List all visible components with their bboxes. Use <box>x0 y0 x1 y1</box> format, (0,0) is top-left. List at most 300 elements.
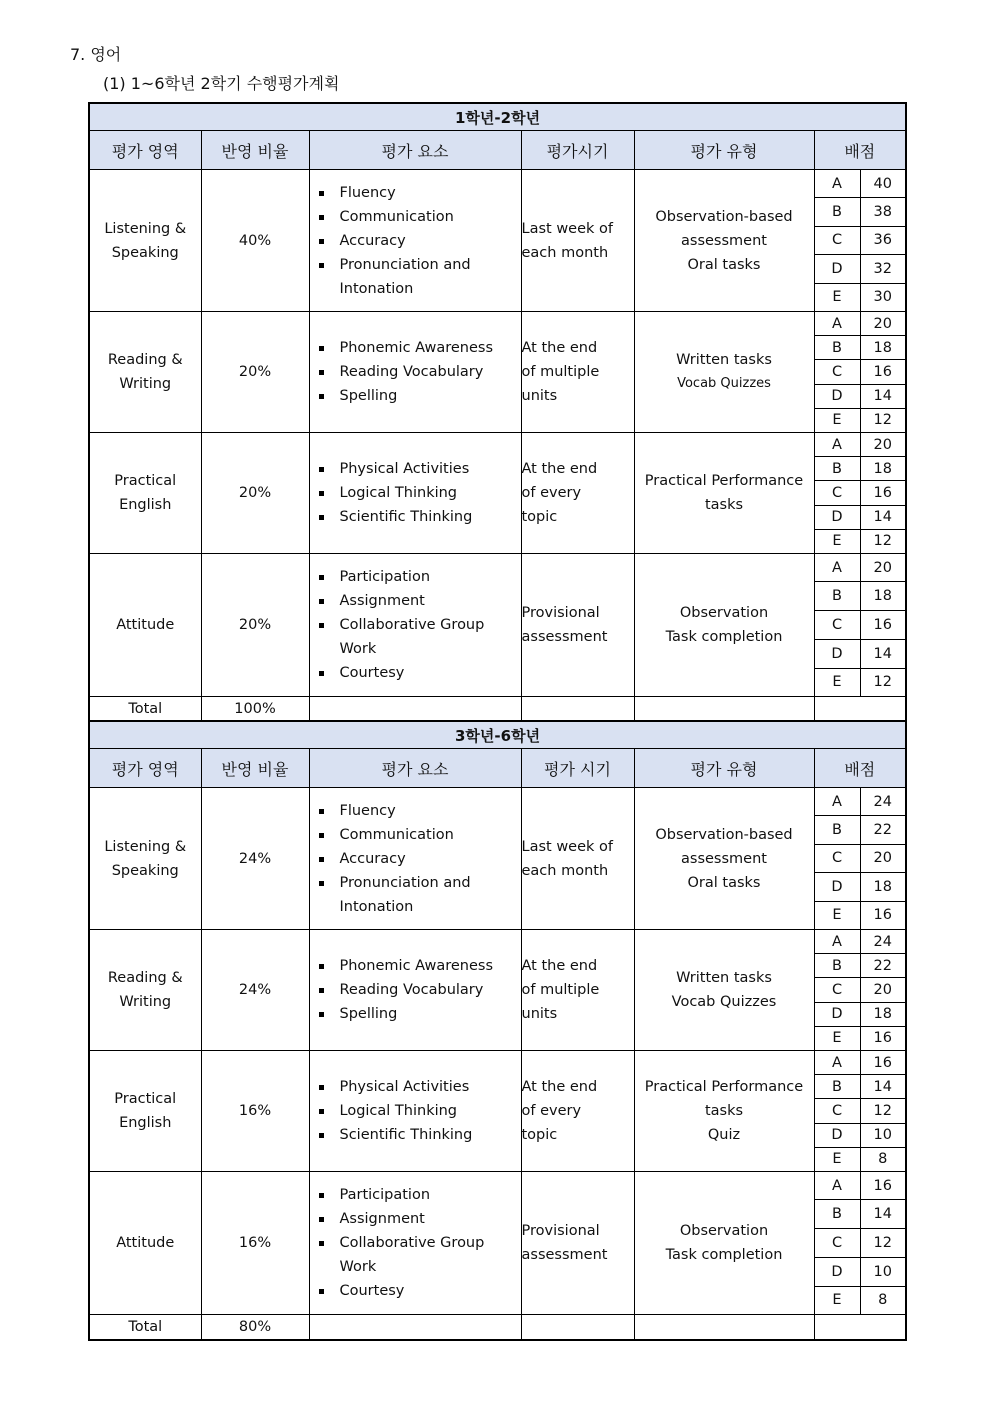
score-table <box>815 312 906 432</box>
grade-letter: C <box>815 1099 861 1123</box>
header-elements: 평가 요소 <box>309 749 521 788</box>
score-cell <box>814 554 906 697</box>
timing-line: At the end <box>521 461 598 477</box>
timing-cell <box>521 554 634 697</box>
score-table <box>815 554 906 696</box>
area-line: Listening & <box>104 838 187 855</box>
area-line: English <box>119 497 172 513</box>
grade-letter: D <box>815 1002 861 1026</box>
type-line: Vocab Quizzes <box>671 994 777 1010</box>
area-line: Practical <box>114 1091 177 1107</box>
area-line: English <box>119 1115 172 1131</box>
type-line: Quiz <box>707 1127 741 1143</box>
timing-line: units <box>521 388 558 404</box>
type-line: Oral tasks <box>687 256 761 273</box>
score-table <box>815 1051 906 1171</box>
grade-letter: E <box>815 283 861 311</box>
element-item: Collaborative Group Work <box>318 613 517 661</box>
grade-letter: A <box>815 170 861 198</box>
table-row <box>89 312 906 433</box>
type-line: tasks <box>704 497 744 513</box>
grade-points: 12 <box>873 533 892 550</box>
type-cell <box>634 930 814 1051</box>
table-row <box>89 1051 906 1172</box>
ratio-cell: 16% <box>201 1172 309 1315</box>
grade-letter: D <box>815 505 861 529</box>
grade-points: 16 <box>860 611 905 640</box>
grade-letter: C <box>815 1229 861 1258</box>
score-row <box>815 954 906 978</box>
elements-cell <box>309 312 521 433</box>
type-line: assessment <box>681 232 767 249</box>
element-item: Logical Thinking <box>318 1099 517 1123</box>
header-timing: 평가시기 <box>521 131 634 170</box>
timing-cell <box>521 930 634 1051</box>
element-item: Physical Activities <box>318 457 517 481</box>
area-line: Writing <box>119 376 172 392</box>
grade-points: 16 <box>860 481 905 505</box>
score-row <box>815 1002 906 1026</box>
type-line: Practical Performance <box>644 1079 804 1095</box>
header-area: 평가 영역 <box>89 131 201 170</box>
grade-letter: B <box>815 1075 861 1099</box>
grade-letter: A <box>815 930 861 954</box>
grade-letter: A <box>815 1051 861 1075</box>
header-ratio: 반영 비율 <box>201 749 309 788</box>
score-row <box>815 788 906 816</box>
timing-line: units <box>521 1006 558 1022</box>
score-row <box>815 901 906 929</box>
element-item: Communication <box>318 205 517 229</box>
elements-list <box>310 1075 521 1147</box>
score-row <box>815 505 906 529</box>
grade-letter: A <box>815 312 861 336</box>
table-row <box>89 1172 906 1315</box>
score-row <box>815 1051 906 1075</box>
element-item: Participation <box>318 565 517 589</box>
type-line: tasks <box>704 1103 744 1119</box>
score-row <box>815 1123 906 1147</box>
grade-letter: B <box>815 336 861 360</box>
grade-band-title: 1학년-2학년 <box>89 103 906 131</box>
area-line: Speaking <box>111 862 179 879</box>
total-value: 100% <box>201 697 309 723</box>
grade-letter: E <box>815 1286 861 1314</box>
ratio-cell: 24% <box>201 930 309 1051</box>
score-row <box>815 283 906 311</box>
elements-list <box>310 954 521 1026</box>
grade-points: 40 <box>860 170 905 198</box>
timing-line: Provisional <box>521 605 600 621</box>
grade-letter: B <box>815 954 861 978</box>
grade-letter: E <box>815 408 861 432</box>
total-row <box>89 697 906 723</box>
score-row <box>815 384 906 408</box>
grade-letter: A <box>815 554 861 582</box>
element-item: Accuracy <box>318 229 517 253</box>
score-row <box>815 668 906 696</box>
timing-cell <box>521 788 634 930</box>
element-item: Pronunciation and Intonation <box>318 253 517 301</box>
score-row <box>815 1257 906 1286</box>
grade-letter: E <box>815 529 861 553</box>
timing-line: assessment <box>521 1247 608 1263</box>
grade-letter: E <box>815 901 861 929</box>
header-area: 평가 영역 <box>89 749 201 788</box>
grade-points: 12 <box>860 1099 905 1123</box>
score-row <box>815 1147 906 1171</box>
grade-points: 12 <box>873 412 892 429</box>
grade-letter: B <box>815 582 861 611</box>
table-row <box>89 930 906 1051</box>
grade-band-row <box>89 721 906 749</box>
score-row <box>815 1172 906 1200</box>
grade-letter: E <box>815 1147 861 1171</box>
grade-points: 22 <box>860 954 905 978</box>
score-row <box>815 1026 906 1050</box>
score-table <box>815 1172 906 1314</box>
timing-line: At the end <box>521 1079 598 1095</box>
total-empty-cell <box>814 697 906 723</box>
ratio-cell: 20% <box>201 554 309 697</box>
grade-points: 20 <box>860 978 905 1002</box>
grade-points: 14 <box>860 384 905 408</box>
area-line: Speaking <box>111 244 179 261</box>
element-item: Accuracy <box>318 847 517 871</box>
table-row <box>89 554 906 697</box>
element-item: Pronunciation and Intonation <box>318 871 517 919</box>
grade-letter: A <box>815 788 861 816</box>
area-cell <box>89 170 201 312</box>
element-item: Courtesy <box>318 1279 517 1303</box>
area-line: Listening & <box>104 220 187 237</box>
score-table <box>815 433 906 553</box>
score-row <box>815 481 906 505</box>
area-cell <box>89 554 201 697</box>
total-empty-cell <box>309 1315 521 1341</box>
score-row <box>815 978 906 1002</box>
element-item: Collaborative Group Work <box>318 1231 517 1279</box>
grade-letter: C <box>815 481 861 505</box>
total-empty-cell <box>521 1315 634 1341</box>
grade-points: 20 <box>860 844 905 873</box>
grade-points: 10 <box>860 1257 905 1286</box>
score-row <box>815 529 906 553</box>
element-item: Communication <box>318 823 517 847</box>
type-line: Task completion <box>665 629 783 645</box>
timing-cell <box>521 170 634 312</box>
ratio-cell: 40% <box>201 170 309 312</box>
area-cell <box>89 788 201 930</box>
grade-points: 8 <box>878 1151 888 1168</box>
grade-points: 14 <box>860 1200 905 1229</box>
element-item: Courtesy <box>318 661 517 685</box>
score-row <box>815 360 906 384</box>
grade-points: 20 <box>860 554 905 582</box>
type-line: assessment <box>681 850 767 867</box>
element-item: Reading Vocabulary <box>318 360 517 384</box>
timing-line: Last week of <box>521 838 613 855</box>
grade-letter: C <box>815 226 861 255</box>
area-line: Writing <box>119 994 172 1010</box>
timing-line: of every <box>521 485 582 501</box>
score-row <box>815 816 906 845</box>
type-cell <box>634 433 814 554</box>
score-row <box>815 930 906 954</box>
element-item: Reading Vocabulary <box>318 978 517 1002</box>
timing-line: At the end <box>521 340 598 356</box>
grade-points: 12 <box>873 674 892 691</box>
elements-list <box>310 181 521 301</box>
grade-letter: D <box>815 1123 861 1147</box>
grade-points: 18 <box>860 336 905 360</box>
grade-letter: B <box>815 816 861 845</box>
timing-line: topic <box>521 1127 558 1143</box>
score-cell <box>814 1172 906 1315</box>
grade-points: 16 <box>860 360 905 384</box>
element-item: Phonemic Awareness <box>318 954 517 978</box>
type-line: Observation <box>679 605 769 621</box>
type-cell <box>634 170 814 312</box>
type-line: Oral tasks <box>687 874 761 891</box>
grade-points: 36 <box>860 226 905 255</box>
grade-letter: C <box>815 978 861 1002</box>
grade-points: 16 <box>873 907 892 924</box>
element-item: Physical Activities <box>318 1075 517 1099</box>
area-line: Reading & <box>107 970 183 986</box>
elements-list <box>310 799 521 919</box>
score-cell <box>814 433 906 554</box>
grade-points: 14 <box>860 505 905 529</box>
grade-band-title: 3학년-6학년 <box>89 721 906 749</box>
score-row <box>815 433 906 457</box>
score-row <box>815 873 906 902</box>
type-cell <box>634 1051 814 1172</box>
score-row <box>815 554 906 582</box>
grade-points: 16 <box>860 1172 905 1200</box>
grade-letter: B <box>815 1200 861 1229</box>
grade-letter: C <box>815 844 861 873</box>
timing-cell <box>521 1172 634 1315</box>
elements-list <box>310 457 521 529</box>
score-cell <box>814 788 906 930</box>
grade-points: 16 <box>873 1030 892 1047</box>
type-line: Written tasks <box>676 970 772 986</box>
grade-letter: C <box>815 360 861 384</box>
grade-points: 10 <box>860 1123 905 1147</box>
table-header-row <box>89 749 906 788</box>
score-row <box>815 611 906 640</box>
type-cell <box>634 554 814 697</box>
score-row <box>815 1286 906 1314</box>
ratio-cell: 20% <box>201 433 309 554</box>
total-value: 80% <box>201 1315 309 1341</box>
area-line: Reading & <box>107 352 183 368</box>
element-item: Fluency <box>318 181 517 205</box>
score-row <box>815 1075 906 1099</box>
grade-points: 16 <box>860 1051 905 1075</box>
grade-points: 8 <box>878 1292 888 1309</box>
header-score: 배점 <box>814 131 906 170</box>
area-cell <box>89 930 201 1051</box>
elements-cell <box>309 554 521 697</box>
area-line: Attitude <box>116 1235 175 1251</box>
score-cell <box>814 930 906 1051</box>
table-row <box>89 170 906 312</box>
elements-cell <box>309 788 521 930</box>
score-row <box>815 170 906 198</box>
grade-letter: D <box>815 384 861 408</box>
score-row <box>815 198 906 227</box>
section-subheading: (1) 1~6학년 2학기 수행평가계획 <box>103 74 340 93</box>
table-row <box>89 788 906 930</box>
grade-points: 14 <box>860 639 905 668</box>
elements-list <box>310 565 521 685</box>
grade-letter: A <box>815 433 861 457</box>
score-row <box>815 312 906 336</box>
type-cell <box>634 1172 814 1315</box>
grade-points: 12 <box>860 1229 905 1258</box>
grade-points: 32 <box>860 255 905 284</box>
elements-cell <box>309 433 521 554</box>
element-item: Logical Thinking <box>318 481 517 505</box>
score-row <box>815 844 906 873</box>
score-row <box>815 226 906 255</box>
area-cell <box>89 1051 201 1172</box>
grade-letter: D <box>815 873 861 902</box>
score-table <box>815 788 906 929</box>
timing-line: each month <box>521 244 609 261</box>
score-row <box>815 457 906 481</box>
element-item: Assignment <box>318 589 517 613</box>
type-line: Vocab Quizzes <box>677 376 771 391</box>
element-item: Assignment <box>318 1207 517 1231</box>
area-line: Practical <box>114 473 177 489</box>
grade-letter: B <box>815 198 861 227</box>
total-row <box>89 1315 906 1341</box>
total-empty-cell <box>634 697 814 723</box>
area-cell <box>89 1172 201 1315</box>
element-item: Spelling <box>318 384 517 408</box>
header-type: 평가 유형 <box>634 749 814 788</box>
header-timing: 평가 시기 <box>521 749 634 788</box>
element-item: Scientific Thinking <box>318 505 517 529</box>
score-row <box>815 336 906 360</box>
element-item: Phonemic Awareness <box>318 336 517 360</box>
ratio-cell: 24% <box>201 788 309 930</box>
type-cell <box>634 312 814 433</box>
timing-line: of every <box>521 1103 582 1119</box>
grade-letter: D <box>815 1257 861 1286</box>
type-line: Observation-based <box>655 208 793 225</box>
elements-cell <box>309 1051 521 1172</box>
grade-letter: D <box>815 639 861 668</box>
type-line: Observation-based <box>655 826 793 843</box>
grade-points: 18 <box>860 1002 905 1026</box>
header-type: 평가 유형 <box>634 131 814 170</box>
grade-points: 18 <box>860 457 905 481</box>
score-row <box>815 1200 906 1229</box>
header-ratio: 반영 비율 <box>201 131 309 170</box>
element-item: Fluency <box>318 799 517 823</box>
grade-points: 14 <box>860 1075 905 1099</box>
area-cell <box>89 312 201 433</box>
element-item: Spelling <box>318 1002 517 1026</box>
ratio-cell: 20% <box>201 312 309 433</box>
score-row <box>815 408 906 432</box>
score-table <box>815 930 906 1050</box>
grade-points: 22 <box>860 816 905 845</box>
grade-letter: E <box>815 668 861 696</box>
elements-cell <box>309 1172 521 1315</box>
score-row <box>815 1099 906 1123</box>
elements-cell <box>309 170 521 312</box>
grade-band-row <box>89 103 906 131</box>
score-row <box>815 639 906 668</box>
score-row <box>815 582 906 611</box>
area-line: Attitude <box>116 617 175 633</box>
score-table <box>815 170 906 311</box>
grade-points: 20 <box>860 312 905 336</box>
timing-cell <box>521 1051 634 1172</box>
type-line: Practical Performance <box>644 473 804 489</box>
header-elements: 평가 요소 <box>309 131 521 170</box>
grade-points: 18 <box>860 582 905 611</box>
total-empty-cell <box>309 697 521 723</box>
element-item: Participation <box>318 1183 517 1207</box>
timing-cell <box>521 312 634 433</box>
timing-line: Last week of <box>521 220 613 237</box>
total-label: Total <box>89 1315 201 1341</box>
header-score: 배점 <box>814 749 906 788</box>
timing-line: topic <box>521 509 558 525</box>
type-line: Observation <box>679 1223 769 1239</box>
total-empty-cell <box>634 1315 814 1341</box>
elements-list <box>310 1183 521 1303</box>
ratio-cell: 16% <box>201 1051 309 1172</box>
timing-cell <box>521 433 634 554</box>
grade-points: 20 <box>860 433 905 457</box>
timing-line: each month <box>521 862 609 879</box>
grade-points: 38 <box>860 198 905 227</box>
timing-line: At the end <box>521 958 598 974</box>
table-header-row <box>89 131 906 170</box>
timing-line: assessment <box>521 629 608 645</box>
grade-points: 30 <box>873 289 892 306</box>
grade-points: 24 <box>860 788 905 816</box>
table-row <box>89 433 906 554</box>
score-cell <box>814 312 906 433</box>
type-line: Task completion <box>665 1247 783 1263</box>
grade-letter: C <box>815 611 861 640</box>
elements-list <box>310 336 521 408</box>
assessment-table-grades-1-2 <box>88 102 907 723</box>
element-item: Scientific Thinking <box>318 1123 517 1147</box>
type-line: Written tasks <box>676 352 772 368</box>
section-heading: 7. 영어 <box>70 45 122 64</box>
score-row <box>815 1229 906 1258</box>
score-row <box>815 255 906 284</box>
elements-cell <box>309 930 521 1051</box>
total-empty-cell <box>814 1315 906 1341</box>
timing-line: Provisional <box>521 1223 600 1239</box>
timing-line: of multiple <box>521 982 600 998</box>
type-cell <box>634 788 814 930</box>
score-cell <box>814 1051 906 1172</box>
area-cell <box>89 433 201 554</box>
score-cell <box>814 170 906 312</box>
total-label: Total <box>89 697 201 723</box>
